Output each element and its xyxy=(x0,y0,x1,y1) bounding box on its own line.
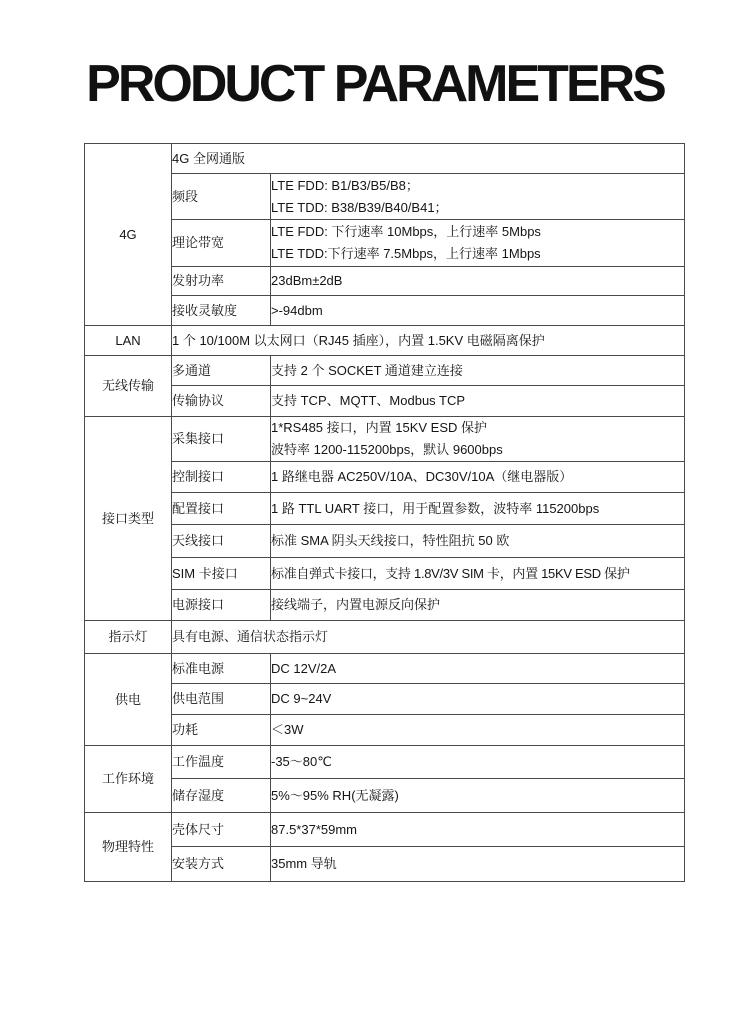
table-row xyxy=(85,220,685,267)
param-label-config: 配置接口 xyxy=(172,493,271,525)
param-value-config: 1 路 TTL UART 接口，用于配置参数，波特率 115200bps xyxy=(271,493,685,525)
param-label-dimensions: 壳体尺寸 xyxy=(172,813,271,847)
param-value-power-port: 接线端子，内置电源反向保护 xyxy=(271,590,685,621)
param-value-dimensions: 87.5*37*59mm xyxy=(271,813,685,847)
param-label-power-port: 电源接口 xyxy=(172,590,271,621)
param-label-consumption: 功耗 xyxy=(172,715,271,746)
param-label-antenna: 天线接口 xyxy=(172,525,271,558)
table-row xyxy=(85,746,685,779)
param-value-band xyxy=(271,174,685,220)
group-label-lan: LAN xyxy=(85,326,172,356)
table-row xyxy=(85,813,685,847)
table-row xyxy=(85,296,685,326)
table-row xyxy=(85,621,685,654)
param-value-temperature: -35～80℃ xyxy=(271,746,685,779)
param-label-band: 频段 xyxy=(172,174,271,220)
table-row xyxy=(85,525,685,558)
param-label-multichannel: 多通道 xyxy=(172,356,271,386)
value-line: LTE FDD: B1/B3/B5/B8； xyxy=(271,177,419,193)
value-line: LTE TDD: B38/B39/B40/B41； xyxy=(271,199,448,215)
param-value-humidity: 5%～95% RH(无凝露) xyxy=(271,779,685,813)
param-label-std-power: 标准电源 xyxy=(172,654,271,684)
group-label-interfaces: 接口类型 xyxy=(85,417,172,621)
group-label-wireless: 无线传输 xyxy=(85,356,172,417)
value-line: LTE TDD:下行速率 7.5Mbps，上行速率 1Mbps xyxy=(271,246,541,261)
param-value-antenna: 标准 SMA 阴头天线接口，特性阻抗 50 欧 xyxy=(271,525,685,558)
table-row xyxy=(85,654,685,684)
param-value-tx-power: 23dBm±2dB xyxy=(271,267,685,296)
param-label-power-range: 供电范围 xyxy=(172,684,271,715)
param-label-mounting: 安装方式 xyxy=(172,847,271,882)
value-line: 1*RS485 接口，内置 15KV ESD 保护 xyxy=(271,420,488,435)
table-row xyxy=(85,684,685,715)
param-value-lan: 1 个 10/100M 以太网口（RJ45 插座），内置 1.5KV 电磁隔离保护 xyxy=(172,326,685,356)
table-row xyxy=(85,715,685,746)
table-row xyxy=(85,847,685,882)
table-row xyxy=(85,779,685,813)
group-label-environment: 工作环境 xyxy=(85,746,172,813)
table-row xyxy=(85,462,685,493)
param-label-temperature: 工作温度 xyxy=(172,746,271,779)
table-row xyxy=(85,174,685,220)
table-row xyxy=(85,326,685,356)
table-row xyxy=(85,356,685,386)
page-title: PRODUCT PARAMETERS xyxy=(86,55,664,113)
param-label-sim: SIM 卡接口 xyxy=(172,558,271,590)
parameters-table xyxy=(84,143,685,882)
param-label-acquisition: 采集接口 xyxy=(172,417,271,462)
table-row xyxy=(85,417,685,462)
table-row xyxy=(85,386,685,417)
param-label-protocol: 传输协议 xyxy=(172,386,271,417)
table-row xyxy=(85,267,685,296)
table-row xyxy=(85,144,685,174)
value-line: LTE FDD: 下行速率 10Mbps，上行速率 5Mbps xyxy=(271,224,541,239)
param-label-bandwidth: 理论带宽 xyxy=(172,220,271,267)
param-label-humidity: 储存湿度 xyxy=(172,779,271,813)
param-value-protocol: 支持 TCP、MQTT、Modbus TCP xyxy=(271,386,685,417)
group-label-physical: 物理特性 xyxy=(85,813,172,882)
param-value-indicator: 具有电源、通信状态指示灯 xyxy=(172,621,685,654)
param-value-acquisition xyxy=(271,417,685,462)
value-line: 波特率 1200-115200bps，默认 9600bps xyxy=(271,442,503,457)
param-label-rx-sensitivity: 接收灵敏度 xyxy=(172,296,271,326)
param-label-tx-power: 发射功率 xyxy=(172,267,271,296)
param-value-bandwidth xyxy=(271,220,685,267)
param-value-rx-sensitivity: >-94dbm xyxy=(271,296,685,326)
table-row xyxy=(85,493,685,525)
group-label-power: 供电 xyxy=(85,654,172,746)
param-value-std-power: DC 12V/2A xyxy=(271,654,685,684)
table-row xyxy=(85,590,685,621)
param-value-multichannel: 支持 2 个 SOCKET 通道建立连接 xyxy=(271,356,685,386)
param-value-mounting: 35mm 导轨 xyxy=(271,847,685,882)
group-label-indicator: 指示灯 xyxy=(85,621,172,654)
param-value-4g-version: 4G 全网通版 xyxy=(172,144,685,174)
param-value-control: 1 路继电器 AC250V/10A、DC30V/10A（继电器版） xyxy=(271,462,685,493)
group-label-4g: 4G xyxy=(85,144,172,326)
table-row xyxy=(85,558,685,590)
param-label-control: 控制接口 xyxy=(172,462,271,493)
param-value-consumption: ＜3W xyxy=(271,715,685,746)
param-value-sim: 标准自弹式卡接口，支持 1.8V/3V SIM 卡，内置 15KV ESD 保护 xyxy=(271,558,685,590)
param-value-power-range: DC 9~24V xyxy=(271,684,685,715)
